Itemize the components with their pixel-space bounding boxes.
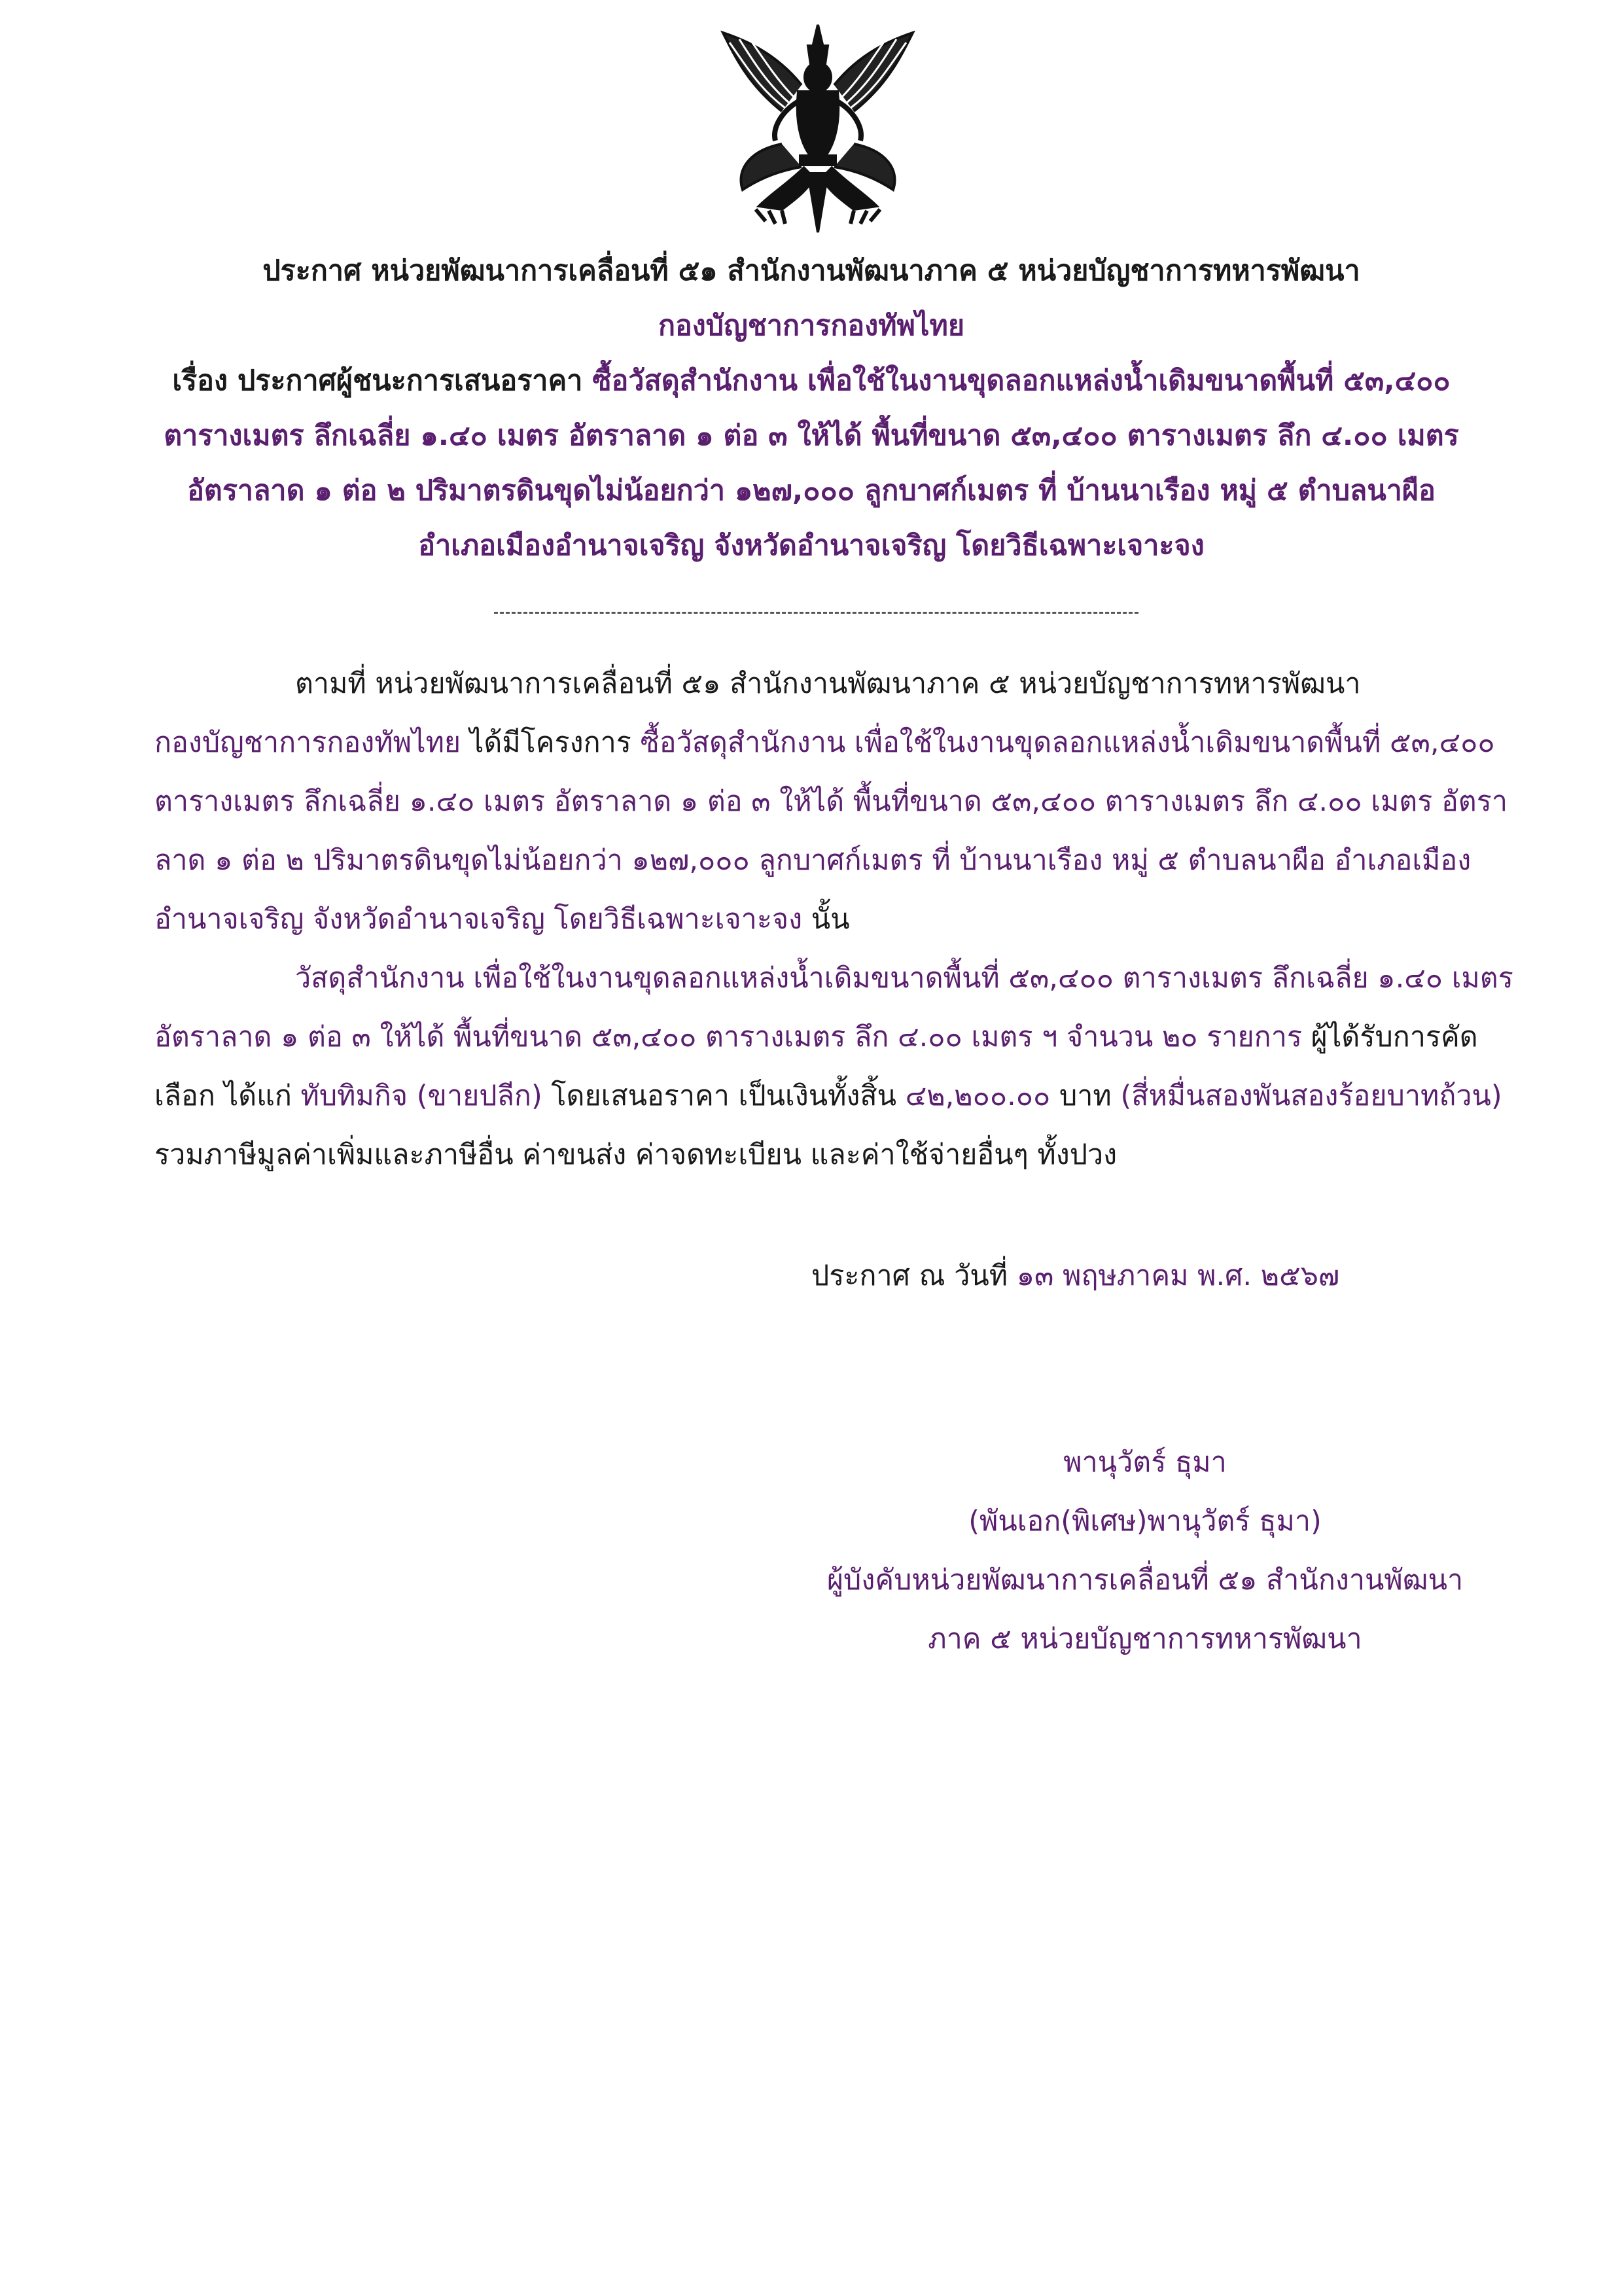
title-line-1: ประกาศ หน่วยพัฒนาการเคลื่อนที่ ๕๑ สำนักงานพัฒนาภาค ๕ หน่วยบัญชาการทหารพัฒนา [262,255,1360,287]
paragraph-1-line-5 [154,890,1483,949]
winner-label: เลือก ได้แก่ [154,1080,301,1112]
date-label: ประกาศ ณ วันที่ [811,1260,1017,1292]
bid-amount: ๔๒,๒๐๐.๐๐ [905,1080,1051,1112]
paragraph-1-line-1: ตามที่ หน่วยพัฒนาการเคลื่อนที่ ๕๑ สำนักงานพัฒนาภาค ๕ หน่วยบัญชาการทหารพัฒนา [295,667,1361,700]
paragraph-1-end: นั้น [802,903,850,936]
location-text: อำนาจเจริญ จังหวัดอำนาจเจริญ โดยวิธีเฉพาะเจาะจง [154,903,803,936]
paragraph-2-line-2 [154,1008,1483,1067]
title-line-6: อำเภอเมืองอำนาจเจริญ จังหวัดอำนาจเจริญ โดยวิธีเฉพาะเจาะจง [418,529,1205,562]
signature-block [772,1433,1518,1669]
announcement-date [811,1253,1339,1298]
title-line-3 [150,353,1472,408]
subject-label: เรื่อง ประกาศผู้ชนะการเสนอราคา [172,364,593,397]
announcement-body [154,654,1513,1184]
org-name: กองบัญชาการกองทัพไทย [154,726,461,759]
paragraph-1-line-3: ตารางเมตร ลึกเฉลี่ย ๑.๔๐ เมตร อัตราลาด ๑ ต่อ ๓ ให้ได้ พื้นที่ขนาด ๕๓,๔๐๐ ตารางเมตร ลึก ๔.๐๐ เมตร อัตรา [154,785,1507,818]
paragraph-2-line-3 [154,1067,1502,1125]
bid-amount-words: (สี่หมื่นสองพันสองร้อยบาทถ้วน) [1120,1080,1502,1112]
project-intro: ได้มีโครงการ [461,726,641,759]
signed-name: พานุวัตร์ ธุมา [1063,1446,1227,1479]
date-value: ๑๓ พฤษภาคม พ.ศ. ๒๕๖๗ [1016,1260,1340,1292]
item-spec: อัตราลาด ๑ ต่อ ๓ ให้ได้ พื้นที่ขนาด ๕๓,๔๐๐ ตารางเมตร ลึก ๔.๐๐ เมตร ฯ จำนวน ๒๐ รายการ [154,1021,1302,1053]
subject-text: ซื้อวัสดุสำนักงาน เพื่อใช้ในงานขุดลอกแหล่งน้ำเดิมขนาดพื้นที่ ๕๓,๔๐๐ [592,364,1451,397]
title-line-5: อัตราลาด ๑ ต่อ ๒ ปริมาตรดินขุดไม่น้อยกว่า ๑๒๗,๐๐๐ ลูกบาศก์เมตร ที่ บ้านนาเรือง หมู่ ๕ ตำบลนาผือ [187,474,1436,507]
paragraph-1-line-2 [154,713,1495,772]
paragraph-1-line-4: ลาด ๑ ต่อ ๒ ปริมาตรดินขุดไม่น้อยกว่า ๑๒๗,๐๐๐ ลูกบาศก์เมตร ที่ บ้านนาเรือง หมู่ ๕ ตำบลนาผือ อำเภอเมือง [154,844,1472,877]
bid-label: โดยเสนอราคา เป็นเงินทั้งสิ้น [542,1080,906,1112]
title-line-2: กองบัญชาการกองทัพไทย [658,309,965,342]
paragraph-2-line-1: วัสดุสำนักงาน เพื่อใช้ในงานขุดลอกแหล่งน้ำเดิมขนาดพื้นที่ ๕๓,๔๐๐ ตารางเมตร ลึกเฉลี่ย ๑.๔๐ เมตร [295,962,1513,995]
currency-label: บาท [1050,1080,1121,1112]
paragraph-2-line-4: รวมภาษีมูลค่าเพิ่มและภาษีอื่น ค่าขนส่ง ค่าจดทะเบียน และค่าใช้จ่ายอื่นๆ ทั้งปวง [154,1139,1118,1171]
signatory-position-line-2: ภาค ๕ หน่วยบัญชาการทหารพัฒนา [928,1623,1362,1655]
signatory-full-name: (พันเอก(พิเศษ)พานุวัตร์ ธุมา) [968,1505,1322,1538]
section-divider [494,612,1138,614]
title-line-4: ตารางเมตร ลึกเฉลี่ย ๑.๔๐ เมตร อัตราลาด ๑ ต่อ ๓ ให้ได้ พื้นที่ขนาด ๕๓,๔๐๐ ตารางเมตร ลึก ๔.๐๐ เมตร [164,419,1459,452]
selected-label: ผู้ได้รับการคัด [1301,1021,1478,1053]
winner-vendor: ทับทิมกิจ (ขายปลีก) [300,1080,542,1112]
project-subject: ซื้อวัสดุสำนักงาน เพื่อใช้ในงานขุดลอกแหล่งน้ำเดิมขนาดพื้นที่ ๕๓,๔๐๐ [640,726,1495,759]
signatory-position-line-1: ผู้บังคับหน่วยพัฒนาการเคลื่อนที่ ๕๑ สำนักงานพัฒนา [826,1564,1464,1597]
announcement-title [150,243,1472,573]
garuda-emblem-icon [710,13,926,242]
